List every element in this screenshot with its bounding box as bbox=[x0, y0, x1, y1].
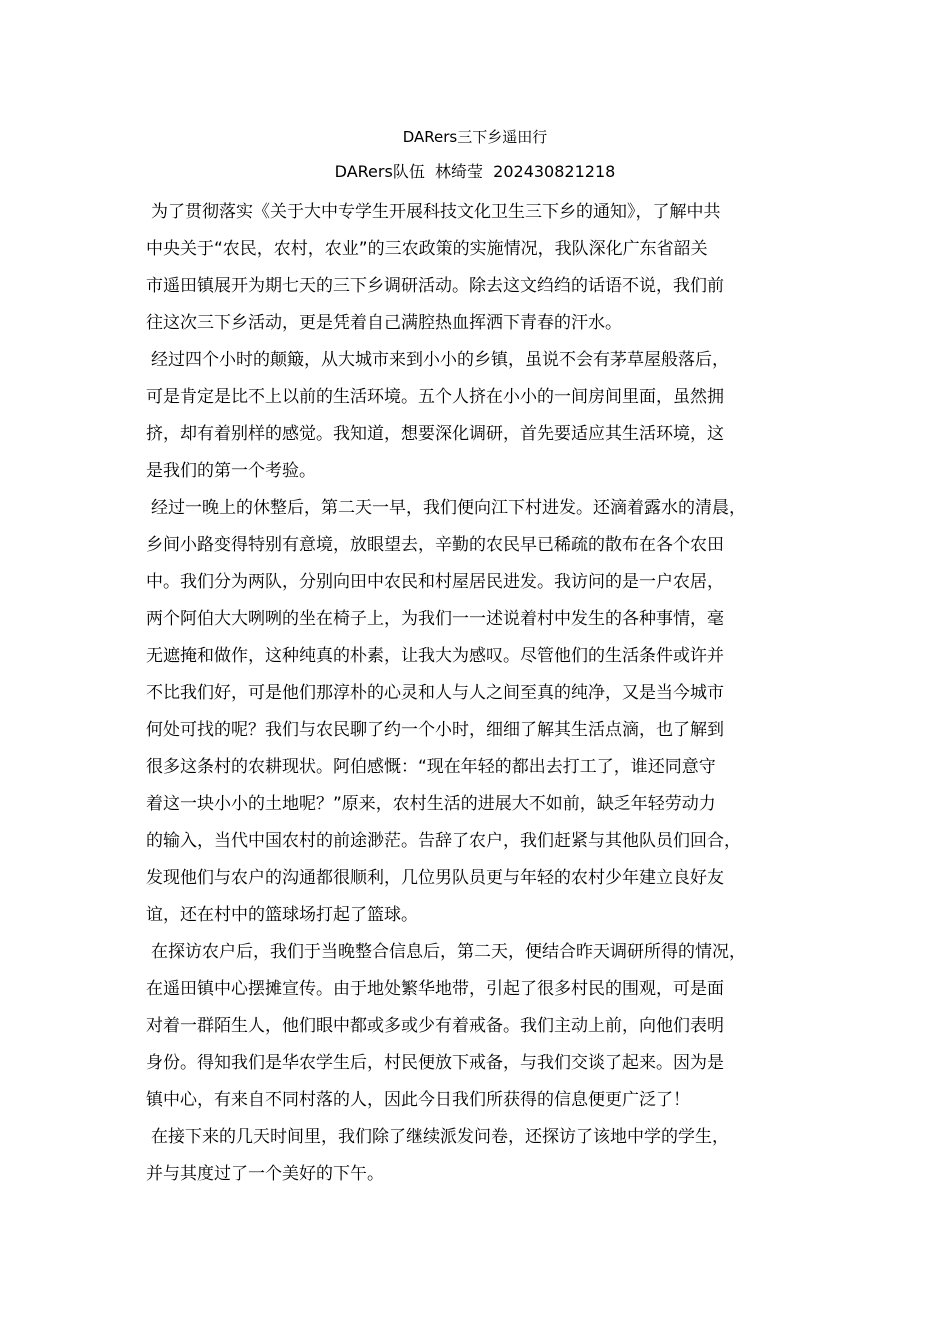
text-line: 可是肯定是比不上以前的生活环境。五个人挤在小小的一间房间里面，虽然拥 bbox=[146, 387, 724, 407]
text-line: 的输入，当代中国农村的前途渺茫。告辞了农户，我们赶紧与其他队员们回合， bbox=[146, 831, 741, 851]
text-line: 身份。得知我们是华农学生后，村民便放下戒备，与我们交谈了起来。因为是 bbox=[146, 1053, 724, 1073]
text-line: 无遮掩和做作，这种纯真的朴素，让我大为感叹。尽管他们的生活条件或许并 bbox=[146, 646, 724, 666]
text-line: 着这一块小小的土地呢？”原来，农村生活的进展大不如前，缺乏年轻劳动力 bbox=[146, 794, 716, 814]
text-line: 往这次三下乡活动，更是凭着自己满腔热血挥洒下青春的汗水。 bbox=[146, 313, 622, 333]
text-line: 谊，还在村中的篮球场打起了篮球。 bbox=[146, 905, 418, 925]
document-body bbox=[146, 194, 826, 1193]
text-line: 中央关于“农民，农村，农业”的三农政策的实施情况，我队深化广东省韶关 bbox=[146, 239, 708, 259]
text-line: 乡间小路变得特别有意境，放眼望去，辛勤的农民早已稀疏的散布在各个农田 bbox=[146, 535, 724, 555]
text-line: 经过一晚上的休整后，第二天一早，我们便向江下村进发。还滴着露水的清晨， bbox=[151, 498, 746, 518]
text-line: 市遥田镇展开为期七天的三下乡调研活动。除去这文绉绉的话语不说，我们前 bbox=[146, 276, 724, 296]
text-line: 挤，却有着别样的感觉。我知道，想要深化调研，首先要适应其生活环境，这 bbox=[146, 424, 724, 444]
document-subtitle: DARers队伍 林绮莹 202430821218 bbox=[334, 162, 616, 181]
text-line: 中。我们分为两队，分别向田中农民和村屋居民进发。我访问的是一户农居， bbox=[146, 572, 724, 592]
text-line: 经过四个小时的颠簸，从大城市来到小小的乡镇，虽说不会有茅草屋般落后， bbox=[151, 350, 729, 370]
text-line: 发现他们与农户的沟通都很顺利，几位男队员更与年轻的农村少年建立良好友 bbox=[146, 868, 724, 888]
text-line: 两个阿伯大大咧咧的坐在椅子上，为我们一一述说着村中发生的各种事情，毫 bbox=[146, 609, 724, 629]
text-line: 在接下来的几天时间里，我们除了继续派发问卷，还探访了该地中学的学生， bbox=[151, 1127, 729, 1147]
text-line: 很多这条村的农耕现状。阿伯感慨：“现在年轻的都出去打工了，谁还同意守 bbox=[146, 757, 716, 777]
text-line: 为了贯彻落实《关于大中专学生开展科技文化卫生三下乡的通知》，了解中共 bbox=[151, 202, 721, 222]
text-line: 并与其度过了一个美好的下午。 bbox=[146, 1164, 384, 1184]
text-line: 何处可找的呢？我们与农民聊了约一个小时，细细了解其生活点滴，也了解到 bbox=[146, 720, 724, 740]
text-line: 镇中心，有来自不同村落的人，因此今日我们所获得的信息便更广泛了！ bbox=[146, 1090, 690, 1110]
text-line: 在探访农户后，我们于当晚整合信息后，第二天，便结合昨天调研所得的情况， bbox=[151, 942, 746, 962]
text-line: 是我们的第一个考验。 bbox=[146, 461, 316, 481]
text-line: 在遥田镇中心摆摊宣传。由于地处繁华地带，引起了很多村民的围观，可是面 bbox=[146, 979, 724, 999]
text-line: 不比我们好，可是他们那淳朴的心灵和人与人之间至真的纯净，又是当今城市 bbox=[146, 683, 724, 703]
text-line: 对着一群陌生人，他们眼中都或多或少有着戒备。我们主动上前，向他们表明 bbox=[146, 1016, 724, 1036]
document-title: DARers三下乡遥田行 bbox=[402, 128, 548, 146]
